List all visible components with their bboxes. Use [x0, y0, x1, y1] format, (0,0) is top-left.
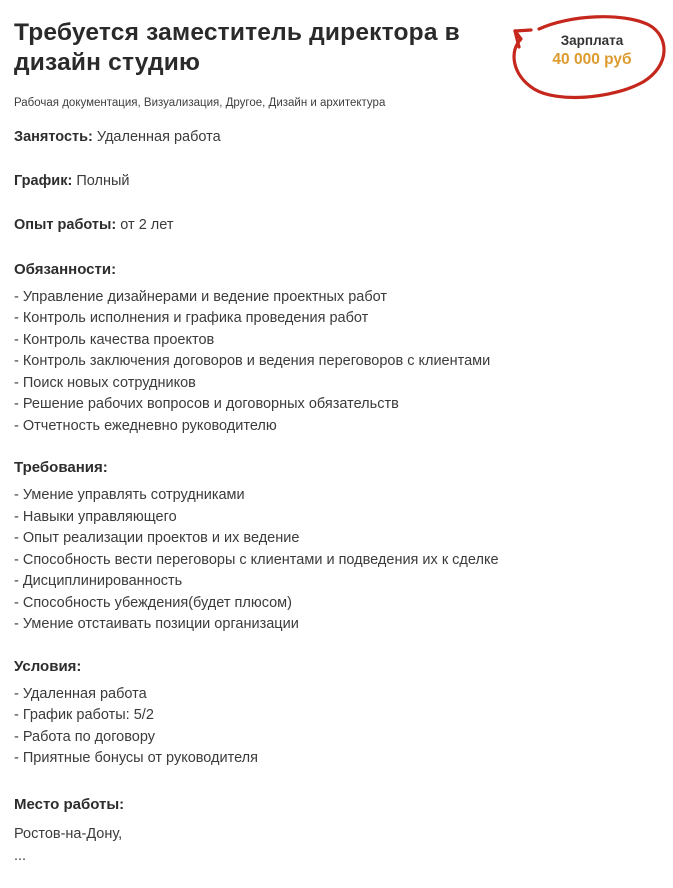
list-item: - Поиск новых сотрудников — [14, 374, 196, 391]
list-item: - Управление дизайнерами и ведение проектных работ — [14, 288, 388, 305]
list-item: - Умение управлять сотрудниками — [14, 487, 245, 504]
list-item: - Опыт реализации проектов и их ведение — [14, 530, 300, 547]
salary-badge — [499, 8, 671, 106]
list-item: - Удаленная работа — [14, 685, 147, 702]
location-ellipsis: ... — [14, 847, 27, 864]
attribute-value: Полный — [76, 172, 130, 189]
list-item: - Способность вести переговоры с клиентами и подведения их к сделке — [14, 551, 499, 568]
section-duties — [14, 261, 657, 438]
salary-label: Зарплата — [560, 33, 624, 48]
attribute-schedule — [14, 173, 657, 189]
job-attributes — [14, 129, 657, 233]
list-item: - График работы: 5/2 — [14, 707, 154, 724]
list-item: - Решение рабочих вопросов и договорных обязательств — [14, 396, 399, 413]
section-heading: Требования: — [14, 459, 108, 477]
section-requirements — [14, 459, 657, 636]
attribute-experience — [14, 217, 657, 233]
section-heading: Место работы: — [14, 795, 125, 813]
attribute-label: График: — [14, 172, 73, 189]
salary-text — [499, 8, 671, 69]
section-conditions — [14, 658, 657, 770]
section-heading: Обязанности: — [14, 260, 117, 278]
salary-value: 40 000 руб — [552, 51, 632, 68]
list-item: - Дисциплинированность — [14, 573, 183, 590]
list-item: - Умение отстаивать позиции организации — [14, 616, 299, 633]
requirements-list — [14, 485, 657, 636]
attribute-value: Удаленная работа — [96, 128, 221, 145]
attribute-label: Опыт работы: — [14, 216, 117, 233]
duties-list — [14, 287, 657, 438]
attribute-label: Занятость: — [14, 128, 93, 145]
page-title: Требуется заместитель директора в дизайн студию — [14, 19, 460, 77]
list-item: - Отчетность ежедневно руководителю — [14, 417, 277, 434]
section-location — [14, 796, 657, 864]
location-city: Ростов-на-Дону, — [14, 825, 123, 842]
category-breadcrumb: Рабочая документация, Визуализация, Другое, Дизайн и архитектура — [14, 96, 386, 109]
conditions-list — [14, 684, 657, 770]
attribute-employment — [14, 129, 657, 145]
list-item: - Контроль качества проектов — [14, 331, 215, 348]
list-item: - Способность убеждения(будет плюсом) — [14, 594, 292, 611]
list-item: - Навыки управляющего — [14, 508, 177, 525]
list-item: - Приятные бонусы от руководителя — [14, 750, 258, 767]
list-item: - Контроль исполнения и графика проведения работ — [14, 310, 369, 327]
section-heading: Условия: — [14, 657, 82, 675]
list-item: - Работа по договору — [14, 728, 155, 745]
attribute-value: от 2 лет — [120, 216, 174, 233]
list-item: - Контроль заключения договоров и ведения переговоров с клиентами — [14, 353, 491, 370]
